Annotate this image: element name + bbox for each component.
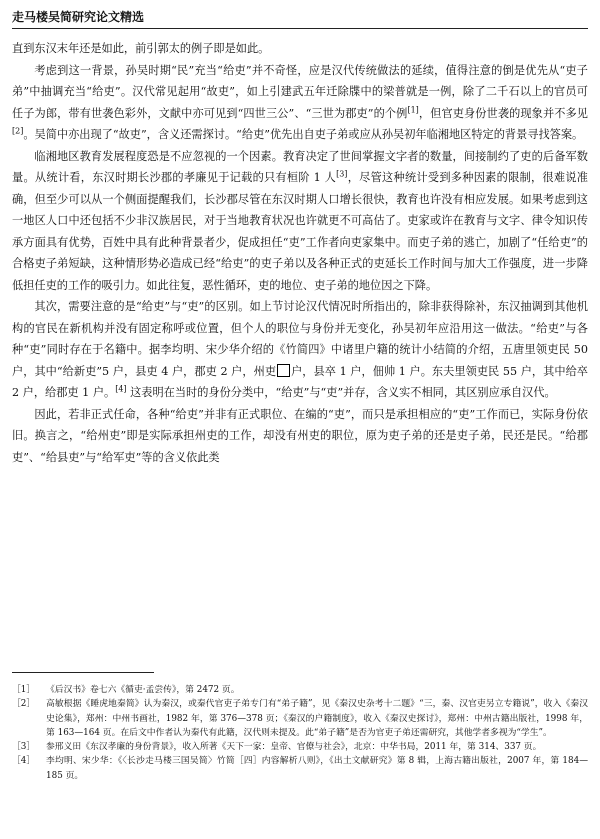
footnote-ref[interactable]: [3] <box>336 169 348 179</box>
paragraph-text: 考虑到这一背景，孙吴时期“民”充当“给吏”并不奇怪，应是汉代传统做法的延续，值得注意的倒是优先从“吏子弟”中抽调充当“给吏”。汉代常见起用“故吏”，如上引建武五年迁除牒中的梁普就是一例，除了二千石以上的官员可任子为郎，带有世袭色彩外，文献中亦可见到“四世三公”、“三世为郡吏”的个例 <box>12 63 588 120</box>
footnote <box>12 754 588 783</box>
footnote-number: ［2］ <box>12 699 36 710</box>
paragraph-text: 直到东汉末年还是如此，前引郭太的例子即是如此。 <box>12 42 270 55</box>
footnote-text: 《后汉书》卷七六《循吏·孟尝传》，第 2472 页。 <box>46 685 240 695</box>
footnote-text: 参邢义田《东汉孝廉的身份背景》，收入所著《天下一家：皇帝、官僚与社会》，北京：中华书局，2011 年，第 314、337 页。 <box>46 742 542 753</box>
paragraph-text: ，但官吏身份世袭的现象并不多见 <box>418 106 588 120</box>
footnote <box>12 683 588 697</box>
footnote-ref[interactable]: [2] <box>12 126 24 136</box>
paragraph <box>12 146 588 297</box>
header-rule <box>12 28 588 29</box>
footnote-ref[interactable]: [4] <box>115 384 127 394</box>
footnote-text: 李均明、宋少华：《〈长沙走马楼三国吴简〉竹简［四］内容解析八则》，《出土文献研究》第 8 辑，上海古籍出版社，2007 年，第 184—185 页。 <box>46 756 588 781</box>
main-text <box>12 38 588 468</box>
paragraph-text: 这表明在当时的身份分类中，“给吏”与“吏”并存，含义实不相同，其区别应承自汉代。 <box>126 386 556 399</box>
footnote-number: ［3］ <box>12 742 36 753</box>
footnotes <box>12 683 588 783</box>
paragraph-text: 其次，需要注意的是“给吏”与“吏”的区别。如上节讨论汉代情况时所指出的，除非获得除补，东汉抽调到其他机构的官民在新机构并没有固定称呼或位置，但个人的职位与身份并无变化，孙吴初年应沿用这一做法。“给吏”与各种“吏”同时存在于名籍中。据李均明、宋少华介绍的《竹简四》中诸里户籍的统计小结简的介绍，五唐里领吏民 50 户，其中“给新吏”5 户，县吏 4 户，郡吏 2 户，州吏 <box>12 300 588 378</box>
footnote <box>12 697 588 740</box>
footnote-ref[interactable]: [1] <box>407 104 419 114</box>
missing-character-box <box>277 364 290 377</box>
paragraph <box>12 404 588 468</box>
paragraph-text: ，尽管这种统计受到多种因素的限制，很难说准确，但至少可以从一个侧面提醒我们，长沙郡尽管在东汉时期人口增长很快，教育也许没有相应发展。如果考虑到这一地区人口中还包括不少非汉族居民，对于当地教育状况也许就更不可高估了。吏家或许在教育与文字、律令知识传承方面具有优势，百姓中具有此种背景者少，促成担任“吏”工作者向吏家集中。而吏子弟的逃亡，加剧了“任给吏”的合格吏子弟短缺，这种情形势必造成已经“给吏”的吏子弟以及各种正式的吏延长工作时间与加大工作强度，进一步降低担任吏的工作的吸引力。如此往复，恶性循环，吏的地位、吏子弟的地位因之下降。 <box>12 171 588 292</box>
paragraph <box>12 296 588 404</box>
footnote-rule <box>12 672 154 673</box>
paragraph-text: 因此，若非正式任命，各种“给吏”并非有正式职位、在编的“吏”，而只是承担相应的“吏”工作而已，实际身份依旧。换言之，“给州吏”即是实际承担州吏的工作，却没有州吏的职位，原为吏子弟的还是吏子弟，民还是民。“给郡吏”、“给县吏”与“给军吏”等的含义依此类 <box>12 407 588 464</box>
running-header: 走马楼吴简研究论文精选 <box>12 10 145 24</box>
footnote-number: ［1］ <box>12 685 36 695</box>
paragraph-text: 户，县卒 1 户，佃帅 1 户。东夫里领吏民 55 户，其中给卒 2 户，给郡吏 1 户。 <box>12 364 588 399</box>
paragraph-text: 临湘地区教育发展程度恐是不应忽视的一个因素。教育决定了世间掌握文字者的数量，间接制约了吏的后备军数量。从统计看，东汉时期长沙郡的孝廉见于记载的只有桓阶 1 人 <box>12 149 588 184</box>
footnote <box>12 740 588 754</box>
paragraph <box>12 38 588 60</box>
footnote-text: 高敏根据《睡虎地秦简》认为秦汉，或秦代官吏子弟专门有“弟子籍”，见《秦汉史杂考十二题》“三，秦、汉官吏另立专籍说”，收入《秦汉史论集》，郑州：中州书画社，1982 年，第 376—378 页；《秦汉的户籍制度》，收入《秦汉史探讨》，郑州：中州古籍出版社，1998 年，第 163—164 页。在后文中作者认为秦代有此籍，汉代则未提及。此“弟子籍”是否为官吏子弟还需研究，其他学者多视为“学生”。 <box>46 699 588 738</box>
paragraph-text: 。吴简中亦出现了“故吏”，含义还需探讨。“给吏”优先出自吏子弟或应从孙吴初年临湘地区特定的背景寻找答案。 <box>23 128 584 141</box>
footnote-number: ［4］ <box>12 756 36 767</box>
paragraph <box>12 60 588 146</box>
